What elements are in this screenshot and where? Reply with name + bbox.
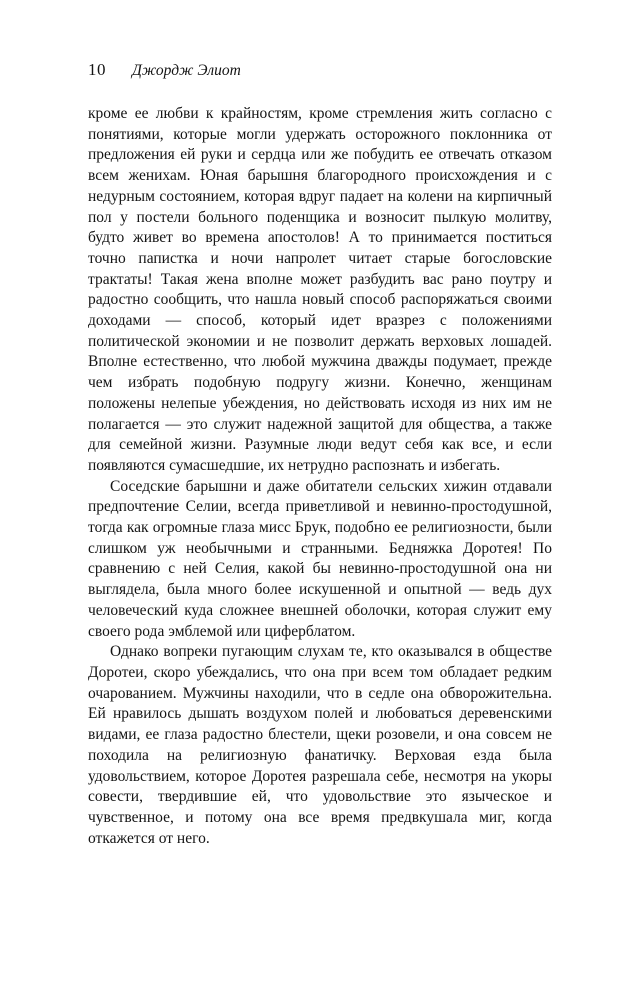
body-paragraph-3: Однако вопреки пугающим слухам те, кто оказывался в обществе Доротеи, скоро убеждались, что она при всем том обладает редким очарованием. Мужчины находили, что в седле она обворожительна. Ей нравилось дышать воздухом полей и любоваться деревенскими видами, ее глаза радостно блестели, щеки розовели, и она совсем не походила на религиозную фанатичку. Верховая езда была удовольствием, которое Доротея разрешала себе, несмотря на укоры совести, твердившие ей, что удовольствие это языческое и чувственное, и потому она все время предвкушала миг, когда откажется от него.	[88, 643, 552, 847]
body-paragraph-1: кроме ее любви к крайностям, кроме стремления жить согласно с понятиями, которые могли удержать осторожного поклонника от предложения ей руки и сердца или же побудить ее отвечать отказом всем женихам. Юная барышня благородного происхождения и с недурным состоянием, которая вдруг падает на колени на кирпичный пол у постели больного поденщика и возносит пылкую молитву, будто живет во времена апостолов! А то принимается поститься точно папистка и ночи напролет читает старые богословские трактаты! Такая жена вполне может разбудить вас рано поутру и радостно сообщить, что нашла новый способ распоряжаться своими доходами — способ, который идет вразрез с положениями политической экономии и не позволит держать верховых лошадей. Вполне естественно, что любой мужчина дважды подумает, прежде чем избрать подобную подругу жизни. Конечно, женщинам положены нелепые убеждения, но действовать исходя из них им не полагается — это служит надежной защитой для общества, а также для семейной жизни. Разумные люди ведут себя как все, и если появляются сумасшедшие, их нетрудно распознать и избегать.	[88, 105, 552, 474]
page-number: 10	[88, 60, 106, 79]
page-body	[88, 104, 552, 849]
running-title-author: Джордж Элиот	[132, 62, 241, 79]
body-paragraph-2: Соседские барышни и даже обитатели сельских хижин отдавали предпочтение Селии, всегда приветливой и невинно-простодушной, тогда как огромные глаза мисс Брук, подобно ее религиозности, были слишком уж необычными и странными. Бедняжка Доротея! По сравнению с ней Селия, какой бы невинно-простодушной она ни выглядела, была много более искушенной и опытной — ведь дух человеческий куда сложнее внешней оболочки, которая служит ему своего рода эмблемой или циферблатом.	[88, 477, 552, 640]
running-header	[88, 60, 552, 80]
